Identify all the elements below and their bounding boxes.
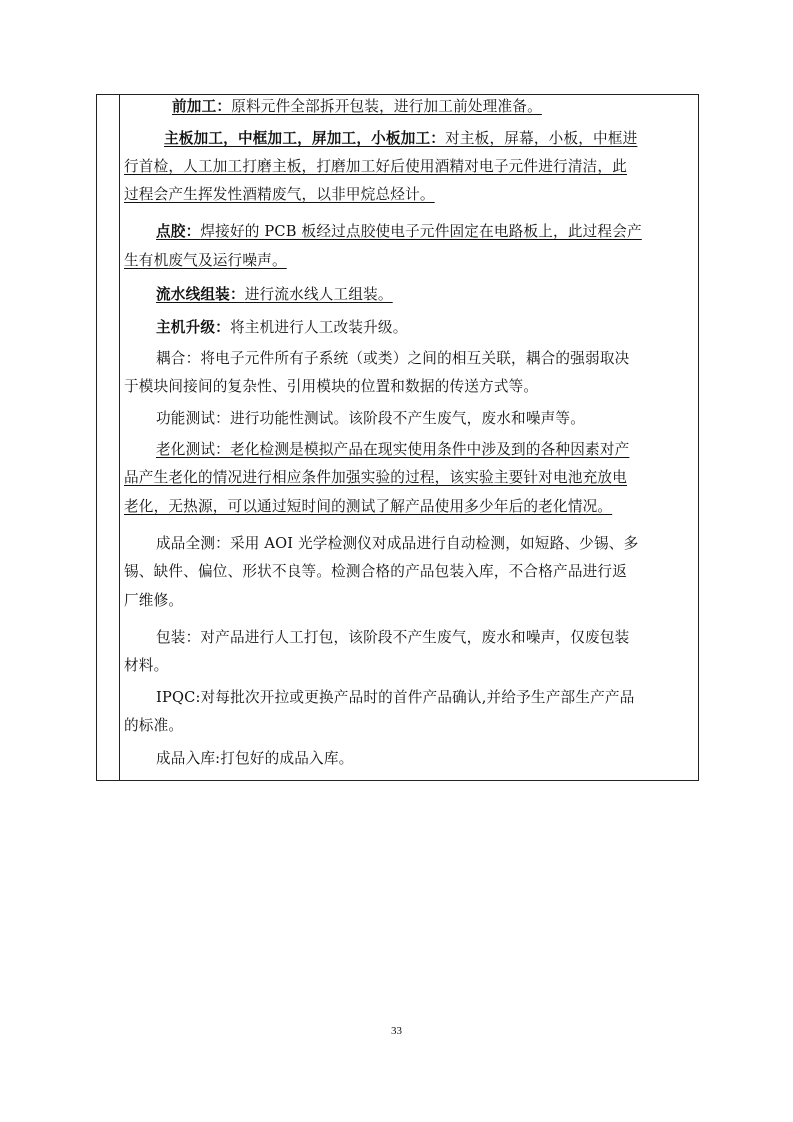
text-laohua-1: 老化测试：老化检测是模拟产品在现实使用条件中涉及到的各种因素对产 — [156, 441, 630, 458]
label-liushui: 流水线组装： — [156, 286, 245, 303]
text-ipqc-1: IPQC:对每批次开拉或更换产品时的首件产品确认,并给予生产部生产产品 — [156, 689, 635, 706]
label-zhuban: 主板加工，中框加工，屏加工，小板加工： — [164, 130, 446, 147]
text-liushui: 进行流水线人工组装。 — [244, 286, 393, 303]
text-gongneng: 功能测试：进行功能性测试。该阶段不产生废气，废水和噪声等。 — [156, 410, 586, 427]
para-zhuban-line-1 — [164, 129, 637, 149]
table-left-column — [97, 95, 120, 780]
page-number: 33 — [391, 1025, 402, 1037]
text-zhuban-1: 对主板，屏幕，小板，中框进 — [445, 130, 638, 147]
text-ouhe-1: 耦合：将电子元件所有子系统（或类）之间的相互关联，耦合的强弱取决 — [156, 350, 630, 367]
content-table — [96, 94, 699, 781]
text-laohua-3: 老化，无热源，可以通过短时间的测试了解产品使用多少年后的老化情况。 — [124, 498, 613, 515]
text-ipqc-2: 的标准。 — [124, 717, 184, 734]
text-zhuban-2: 行首检，人工加工打磨主板，打磨加工好后使用酒精对电子元件进行清洁，此 — [124, 158, 627, 175]
label-zhuji: 主机升级： — [156, 319, 230, 336]
text-chengpin-1: 成品全测：采用 AOI 光学检测仪对成品进行自动检测，如短路、少锡、多 — [156, 535, 639, 552]
para-liushui-line-1 — [156, 285, 393, 305]
para-zhuji-line-1 — [156, 318, 408, 338]
text-dianjiao-1: 焊接好的 PCB 板经过点胶使电子元件固定在电路板上，此过程会产 — [200, 223, 642, 240]
text-laohua-2: 品产生老化的情况进行相应条件加强实验的过程，该实验主要针对电池充放电 — [124, 469, 627, 486]
para-qian-line-1 — [172, 97, 542, 117]
text-ruku: 成品入库:打包好的成品入库。 — [156, 750, 354, 767]
text-ouhe-2: 于模块间接间的复杂性、引用模块的位置和数据的传送方式等。 — [124, 378, 539, 395]
para-dianjiao-line-1 — [156, 222, 642, 242]
text-chengpin-3: 厂维修。 — [124, 592, 184, 609]
label-dianjiao: 点胶： — [156, 223, 201, 240]
text-dianjiao-2: 生有机废气及运行噪声。 — [124, 252, 287, 269]
text-baozhuang-1: 包装：对产品进行人工打包，该阶段不产生废气，废水和噪声，仅废包装 — [156, 629, 630, 646]
text-zhuji: 将主机进行人工改装升级。 — [229, 319, 408, 336]
text-qian: 原料元件全部拆开包装，进行加工前处理准备。 — [231, 98, 542, 115]
text-chengpin-2: 锡、缺件、偏位、形状不良等。检测合格的产品包装入库，不合格产品进行返 — [124, 563, 627, 580]
text-baozhuang-2: 材料。 — [124, 657, 169, 674]
label-qian: 前加工： — [172, 98, 232, 115]
text-zhuban-3: 过程会产生挥发性酒精废气，以非甲烷总烃计。 — [124, 186, 435, 203]
